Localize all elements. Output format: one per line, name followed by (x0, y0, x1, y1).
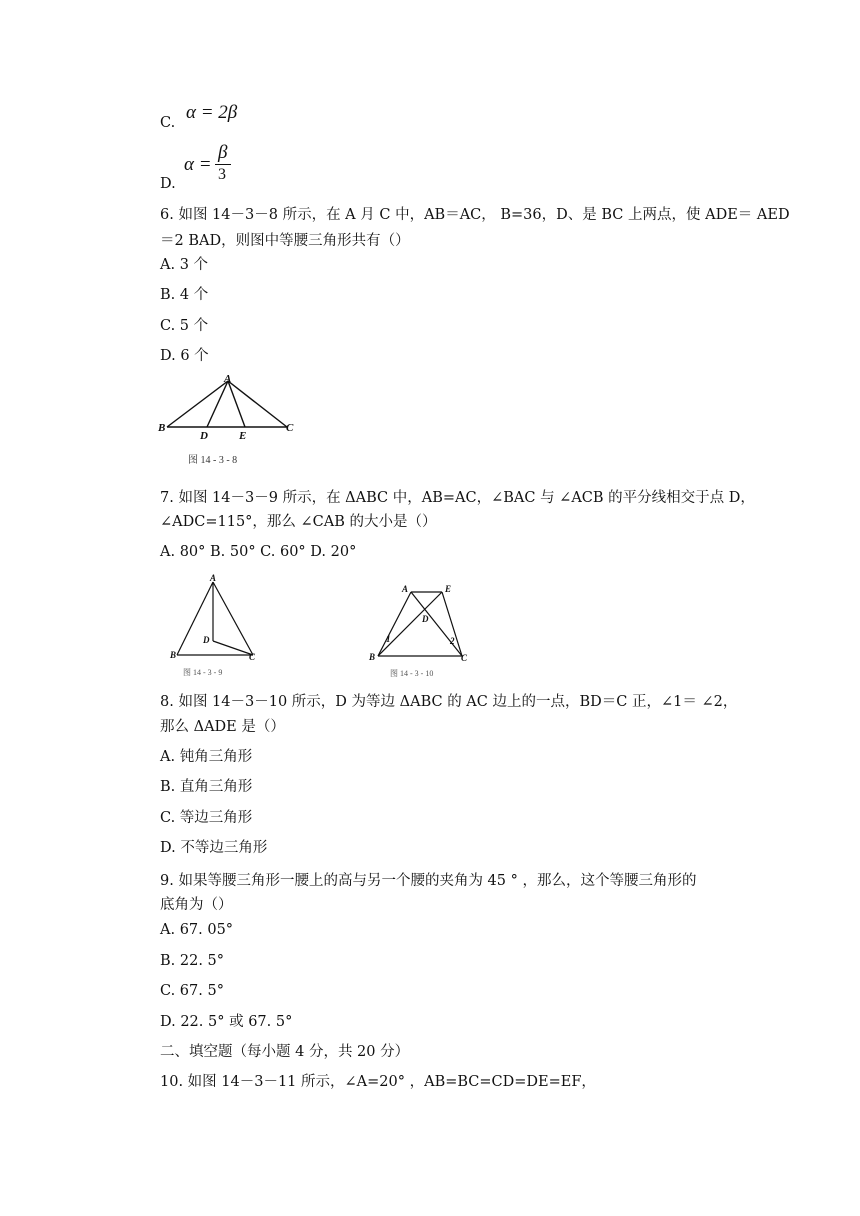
figure-14-3-9 (165, 572, 265, 678)
point-label-b: B (158, 422, 166, 434)
q7-text-line2: ∠ADC=115°，那么 ∠CAB 的大小是（） (160, 514, 437, 530)
fig10-label-b: B (369, 652, 376, 662)
q6-option-c: C. 5 个 (160, 318, 209, 334)
fig9-label-c: C (249, 652, 256, 662)
point-label-d: D (200, 430, 208, 442)
q8-option-a: A. 钝角三角形 (160, 749, 253, 765)
q6-option-a: A. 3 个 (160, 257, 209, 273)
section-2-title: 二、填空题（每小题 4 分，共 20 分） (160, 1044, 410, 1060)
point-label-a: A (224, 373, 232, 385)
q5-option-c-label: C. (160, 115, 176, 131)
q5-option-d-label: D. (160, 176, 176, 192)
q6-option-b: B. 4 个 (160, 287, 209, 303)
q10-text-line1: 10. 如图 14－3－11 所示，∠A=20° ，AB=BC=CD=DE=EF， (160, 1074, 596, 1090)
q7-options: A. 80° B. 50° C. 60° D. 20° (160, 544, 357, 560)
q7-text-line1: 7. 如图 14－3－9 所示，在 ΔABC 中，AB=AC，∠BAC 与 ∠ACB 的平分线相交于点 D， (160, 490, 755, 506)
q5-option-d-lhs: α = (184, 154, 212, 175)
q8-text-line2: 那么 ΔADE 是（） (160, 719, 285, 735)
figure-caption-14-3-9: 图 14 - 3 - 9 (183, 668, 223, 677)
fraction-bar (215, 164, 231, 165)
figure-14-3-10 (364, 580, 476, 678)
fig9-label-d: D (203, 635, 210, 645)
q8-option-d: D. 不等边三角形 (160, 840, 268, 856)
fig10-angle-2: 2 (450, 636, 455, 646)
q9-option-a: A. 67. 05° (160, 922, 234, 938)
fig10-angle-1: 1 (386, 634, 391, 644)
q8-text-line1: 8. 如图 14－3－10 所示，D 为等边 ΔABC 的 AC 边上的一点，BD＝C 正，∠1＝ ∠2， (160, 694, 738, 710)
point-label-e: E (239, 430, 247, 442)
q6-option-d: D. 6 个 (160, 348, 209, 364)
point-label-c: C (286, 422, 294, 434)
q8-option-b: B. 直角三角形 (160, 779, 253, 795)
fig10-label-e: E (445, 584, 452, 594)
fig9-label-a: A (210, 573, 217, 583)
q9-option-c: C. 67. 5° (160, 983, 224, 999)
q9-option-d: D. 22. 5° 或 67. 5° (160, 1014, 293, 1030)
fig10-label-c: C (461, 653, 468, 663)
q5-option-d-expression (184, 142, 244, 188)
fig10-label-a: A (402, 584, 409, 594)
q6-text-line1: 6. 如图 14－3－8 所示，在 A 月 C 中，AB＝AC， B=36，D、是 BC 上两点，使 ADE＝ AED (160, 207, 790, 223)
q6-text-line2: ＝2 BAD，则图中等腰三角形共有（） (160, 233, 410, 249)
figure-caption-14-3-10: 图 14 - 3 - 10 (390, 669, 434, 678)
figure-caption-14-3-8: 图 14 - 3 - 8 (188, 455, 238, 466)
q9-text-line2: 底角为（） (160, 897, 233, 913)
q9-option-b: B. 22. 5° (160, 953, 225, 969)
fig10-label-d: D (422, 614, 429, 624)
fig9-label-b: B (170, 650, 177, 660)
figure-14-3-8 (155, 372, 305, 468)
q5-option-d-numerator: β (218, 142, 228, 163)
q5-option-d-denominator: 3 (218, 166, 226, 183)
q5-option-c-expression: α = 2β (186, 102, 238, 123)
q8-option-c: C. 等边三角形 (160, 810, 253, 826)
q9-text-line1: 9. 如果等腰三角形一腰上的高与另一个腰的夹角为 45 ° ，那么，这个等腰三角形的 (160, 873, 697, 889)
